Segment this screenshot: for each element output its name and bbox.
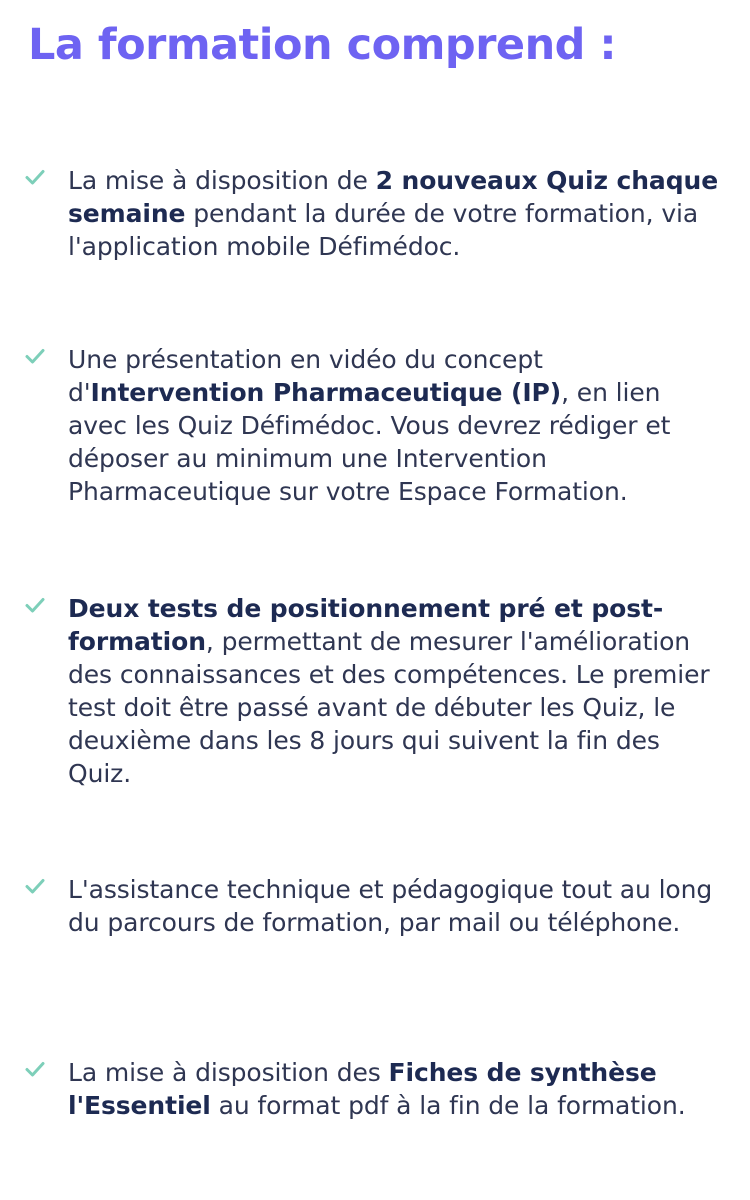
item-text <box>68 873 724 939</box>
list-item <box>24 164 724 263</box>
item-text-segment: Une présentation en vidéo du concept d' <box>68 345 543 407</box>
list-item <box>24 343 724 508</box>
check-icon <box>24 594 46 616</box>
item-text <box>68 592 724 790</box>
item-text <box>68 164 724 263</box>
list-item <box>24 1056 724 1122</box>
check-icon <box>24 1058 46 1080</box>
item-text <box>68 1056 724 1122</box>
item-text-segment: L'assistance technique et pédagogique tout au long du parcours de formation, par mail ou téléphone. <box>68 875 713 937</box>
item-text-bold-segment: Intervention Pharmaceutique (IP) <box>90 378 562 407</box>
item-text-bold-segment: Deux tests de positionnement pré et post-formation <box>68 594 664 656</box>
item-text-bold-segment: 2 nouveaux Quiz chaque semaine <box>68 166 719 228</box>
item-text-bold-segment: Fiches de synthèse l'Essentiel <box>68 1058 657 1120</box>
item-text-segment: La mise à disposition des <box>68 1058 389 1087</box>
item-text-segment: La mise à disposition de <box>68 166 376 195</box>
list-item <box>24 592 724 790</box>
check-icon <box>24 345 46 367</box>
list-item <box>24 873 724 939</box>
item-text-segment: au format pdf à la fin de la formation. <box>210 1091 686 1120</box>
item-text <box>68 343 724 508</box>
item-text-segment: pendant la durée de votre formation, via l'application mobile Défimédoc. <box>68 199 699 261</box>
check-icon <box>24 875 46 897</box>
check-icon <box>24 166 46 188</box>
page-title: La formation comprend : <box>28 20 617 70</box>
item-text-segment: , permettant de mesurer l'amélioration des connaissances et des compétences. Le premier test doit être passé avant de débuter les Quiz, le deuxième dans les 8 jours qui suivent la fin des Quiz. <box>68 627 710 788</box>
item-text-segment: , en lien avec les Quiz Défimédoc. Vous devrez rédiger et déposer au minimum une Intervention Pharmaceutique sur votre Espace Formation. <box>68 378 671 506</box>
